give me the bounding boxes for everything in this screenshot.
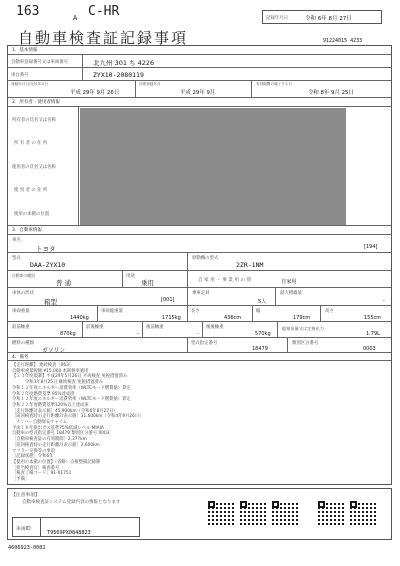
remark-line: ナンバー自動保安チャイム: [12, 420, 68, 426]
remark-line: 自動車の型式指定番号 18479 類別区分番号 0003: [12, 431, 110, 437]
maxload-value: -: [383, 298, 385, 304]
model-label: 型式: [12, 256, 21, 261]
section2-header: 2．所有者・使用者情報: [12, 100, 60, 105]
height-value: 155cm: [364, 315, 382, 321]
remark-line: ［記録状態］令和6年: [12, 454, 54, 460]
width-label: 幅: [256, 309, 261, 314]
remark-line: 自動車重量税額 ¥15,000 本則税率適用: [12, 368, 89, 374]
notes-text: 自動車検査証システム登録内容の情報となります: [22, 500, 121, 505]
ff-value: 870kg: [60, 331, 76, 337]
model-no-value: 18479: [252, 346, 268, 352]
base-location-label: 使用の本拠の位置: [14, 212, 50, 217]
remark-line: マフラー交換等の事項: [12, 448, 55, 454]
expiry-value: 令和 8年 9月 25日: [308, 90, 354, 96]
fr-value: -: [137, 331, 139, 337]
body-label: 車体の形状: [12, 291, 34, 296]
first-reg-label: 登録年月日/交付年月日: [11, 82, 49, 86]
ff-label: 前前軸重: [12, 325, 30, 330]
owner-address-label: 所 有 者 の 住 所: [14, 141, 48, 146]
notes-header: 【注意事項】: [11, 493, 40, 498]
remark-line: ［検査工場コード］91-01751: [12, 471, 72, 477]
vehicle-id-box: [12, 517, 140, 537]
use-label: 用途: [126, 274, 135, 279]
body-value: 箱型: [44, 298, 57, 306]
remark-line: ［前回検査時の走行距離計表示値］2,600km: [12, 442, 100, 448]
qr-code-1: [208, 501, 234, 527]
section1-header: 1．基本情報: [12, 48, 38, 53]
maxload-label: 最大積載量: [280, 291, 302, 296]
first-reg2-label: 初度登録年月: [139, 82, 161, 86]
maker-value: トヨタ: [36, 245, 56, 253]
remark-line: 令和２２年度燃費基準120%以上達成車: [12, 402, 89, 408]
axle-row: [8, 322, 391, 338]
document-number: 91224015 4233: [323, 38, 363, 44]
engine-label: 原動機の型式: [192, 256, 219, 261]
capacity-value: 5人: [258, 299, 267, 305]
remark-line: 平成１８年排出ガス基準75%低減レベル MIAIA: [12, 425, 104, 431]
qr-code-2: [240, 501, 266, 527]
section4-header: 4．備考: [12, 355, 29, 360]
category-label: 類別区分番号: [292, 341, 319, 346]
gross-label: 車両総重量: [101, 309, 123, 314]
first-reg-value: 平成 29年 9月 26日: [70, 90, 120, 96]
remark-line: 令和１２年度エネルギー消費効率（WLTCモード燃費値）算定: [12, 397, 131, 403]
section3-header: 3．自動車情報: [12, 228, 42, 233]
redaction-block: [80, 108, 346, 225]
model-value: DAA-ZYX10: [30, 261, 66, 269]
purpose-label: 自 家 用 ・ 事 業 用 の 別: [198, 278, 252, 283]
body-code: [001]: [161, 297, 175, 303]
remark-line: ［自動車検査証の有効期間］2,377km: [12, 437, 87, 443]
length-label: 長さ: [191, 309, 200, 314]
remark-line: 【２３年度規制】平成29年5月26日 平成検査 免税措置済み: [12, 374, 128, 380]
use-value: 乗用: [141, 279, 154, 287]
remark-line: ［走行距離計表示値］45,900km（令和6年8月27日）: [12, 408, 118, 414]
maker-code: [194]: [364, 244, 378, 250]
document-title: 自動車検査証記録事項: [18, 29, 189, 47]
capacity-label: 乗車定員: [192, 291, 210, 296]
displacement-label: 総排気量又は定格出力: [282, 326, 324, 331]
rf-label: 後前軸重: [146, 325, 164, 330]
remark-line: 【走行距離】 連続検査［063］: [12, 363, 74, 368]
vehicle-id-label: 車両ID: [16, 527, 31, 532]
qr-code-5: [350, 501, 376, 527]
handwritten-model: C-HR: [88, 4, 120, 19]
expiry-label: 有効期間の満了する日: [256, 82, 292, 86]
remark-line: 令和１２年度エネルギー消費効率（WLTCモード燃費値）算定: [12, 385, 131, 391]
engine-value: 2ZR-1NM: [236, 261, 264, 269]
record-date-label: 記録年月日: [266, 16, 288, 21]
bottom-number: 4606923-0001: [8, 545, 46, 551]
main-frame: [7, 45, 392, 485]
reg-value: 北九州 301 ち 4226: [93, 59, 155, 67]
rr-label: 後後軸重: [206, 325, 224, 330]
type-label: 自動車の種別: [12, 273, 35, 278]
category-value: 0003: [363, 346, 376, 352]
remark-line: 令和3年8月25日 継続検査 免税措置済み: [12, 380, 104, 386]
user-name-label: 使用者の氏名又は名称: [12, 165, 56, 170]
fuel-value: ガソリン: [42, 348, 66, 354]
fuel-row: [8, 338, 391, 353]
vin-value: ZYX10-2080119: [93, 71, 144, 79]
length-value: 436cm: [224, 315, 242, 321]
purpose-value: 自家用: [281, 279, 297, 285]
remark-line: 令和２年度燃費基準 95%達成済: [12, 391, 75, 397]
gross-value: 1715kg: [162, 315, 181, 321]
displacement-value: 1.79L: [366, 331, 380, 337]
owner-name-label: 所有者の氏名又は名称: [12, 118, 56, 123]
width-value: 179cm: [293, 315, 311, 321]
body-row: [8, 288, 391, 306]
user-address-label: 使 用 者 の 住 所: [14, 188, 48, 193]
height-label: 高さ: [325, 309, 334, 314]
remark-line: ［担当検査官］検査番号: [12, 465, 60, 471]
vehicle-id-value: T9569PX0848823: [47, 530, 91, 536]
owner-block: [8, 106, 391, 226]
remarks-block: [8, 360, 391, 485]
fr-label: 前後軸重: [86, 325, 104, 330]
reg-row: [8, 54, 391, 68]
type-row: [8, 271, 391, 288]
remark-line: ［前回検査時の走行距離計表示値］31,600km（令和4年9月26日）: [12, 414, 144, 420]
record-date-value: 令和 6年 8月 27日: [305, 16, 352, 22]
maker-row: [8, 234, 391, 253]
model-row: [8, 253, 391, 271]
handwritten-number: 163: [16, 4, 40, 19]
maker-label: 車名: [12, 238, 21, 243]
weight-value: 1440kg: [70, 315, 89, 321]
vin-label: 車台番号: [11, 73, 29, 78]
remark-line: ［予備］: [12, 477, 30, 483]
reg-label: 自動車登録番号又は車両番号: [11, 60, 69, 65]
fuel-label: 燃料の種類: [12, 341, 34, 346]
rr-value: 570kg: [255, 331, 271, 337]
model-no-label: 型式指定番号: [191, 341, 218, 346]
footer-box: [7, 488, 392, 540]
handwritten-letter: A: [73, 14, 78, 22]
weight-label: 車両重量: [12, 309, 30, 314]
qr-code-3: [272, 501, 298, 527]
remark-line: 【使用の本拠の位置】（省略）点検整備記録簿: [12, 459, 101, 465]
rf-value: -: [197, 331, 199, 337]
type-value: 普 通: [56, 279, 72, 287]
record-date-box: [262, 10, 382, 24]
remarks-lines: [12, 363, 232, 483]
first-reg2-value: 平成 29年 9月: [180, 90, 216, 96]
qr-code-4: [318, 501, 344, 527]
dates-row: [8, 81, 391, 98]
vin-row: [8, 68, 391, 81]
weight-row: [8, 306, 391, 322]
